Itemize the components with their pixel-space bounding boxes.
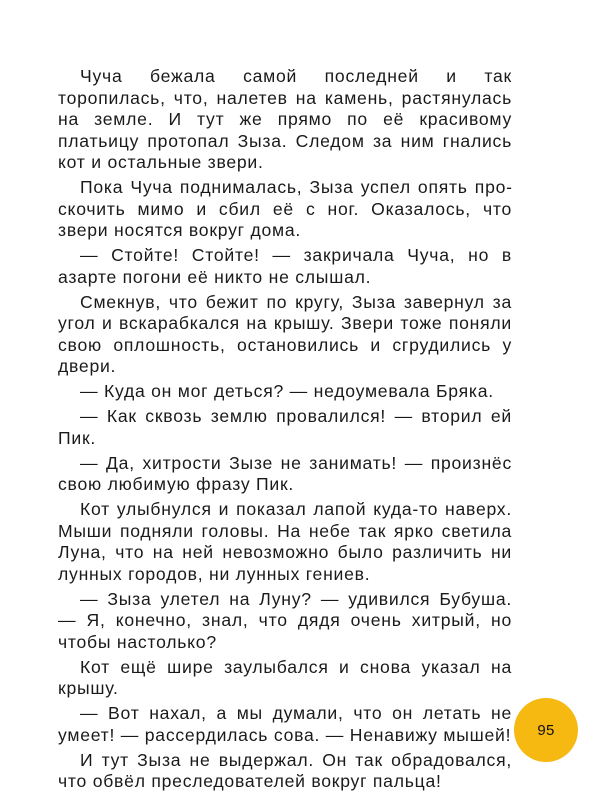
paragraph: Смекнув, что бежит по кругу, Зыза завернул за угол и вскарабкался на крышу. Звери тоже поняли свою оплошность, остановились и сгрудились у двери.: [58, 291, 512, 376]
paragraph: — Как сквозь землю провалился! — вторил ей Пик.: [58, 406, 512, 448]
paragraph: Чуча бежала самой последней и так торопилась, что, налетев на камень, растянулась на земле. И тут же прямо по её красивому платьицу протопал Зыза. Следом за ним гнались кот и остальные звери.: [58, 66, 512, 172]
paragraph: — Зыза улетел на Луну? — удивился Бубуша. — Я, конечно, знал, что дядя очень хитрый, но чтобы настолько?: [58, 588, 512, 652]
paragraph: И тут Зыза не выдержал. Он так обрадовался, что обвёл преследователей вокруг пальца!: [58, 749, 512, 791]
paragraph: — Стойте! Стойте! — закричала Чуча, но в азарте погони её никто не слышал.: [58, 245, 512, 287]
page-number-badge: [514, 698, 578, 762]
page-number: 95: [537, 721, 555, 739]
paragraph: Кот улыбнулся и показал лапой куда-то наверх. Мыши подняли головы. На небе так ярко светила Луна, что на ней невозможно было различить ни лунных городов, ни лунных гениев.: [58, 499, 512, 584]
story-text: [58, 66, 512, 796]
paragraph: Пока Чуча поднималась, Зыза успел опять проскочить мимо и сбил её с ног. Оказалось, что звери носятся вокруг дома.: [58, 177, 512, 240]
paragraph: — Да, хитрости Зызе не занимать! — произнёс свою любимую фразу Пик.: [58, 452, 512, 494]
paragraph: Кот ещё шире заулыбался и снова указал на крышу.: [58, 656, 512, 698]
paragraph: — Вот нахал, а мы думали, что он летать не умеет! — рассердилась сова. — Ненавижу мышей!: [58, 703, 512, 745]
paragraph: — Куда он мог деться? — недоумевала Бряка.: [80, 381, 494, 401]
